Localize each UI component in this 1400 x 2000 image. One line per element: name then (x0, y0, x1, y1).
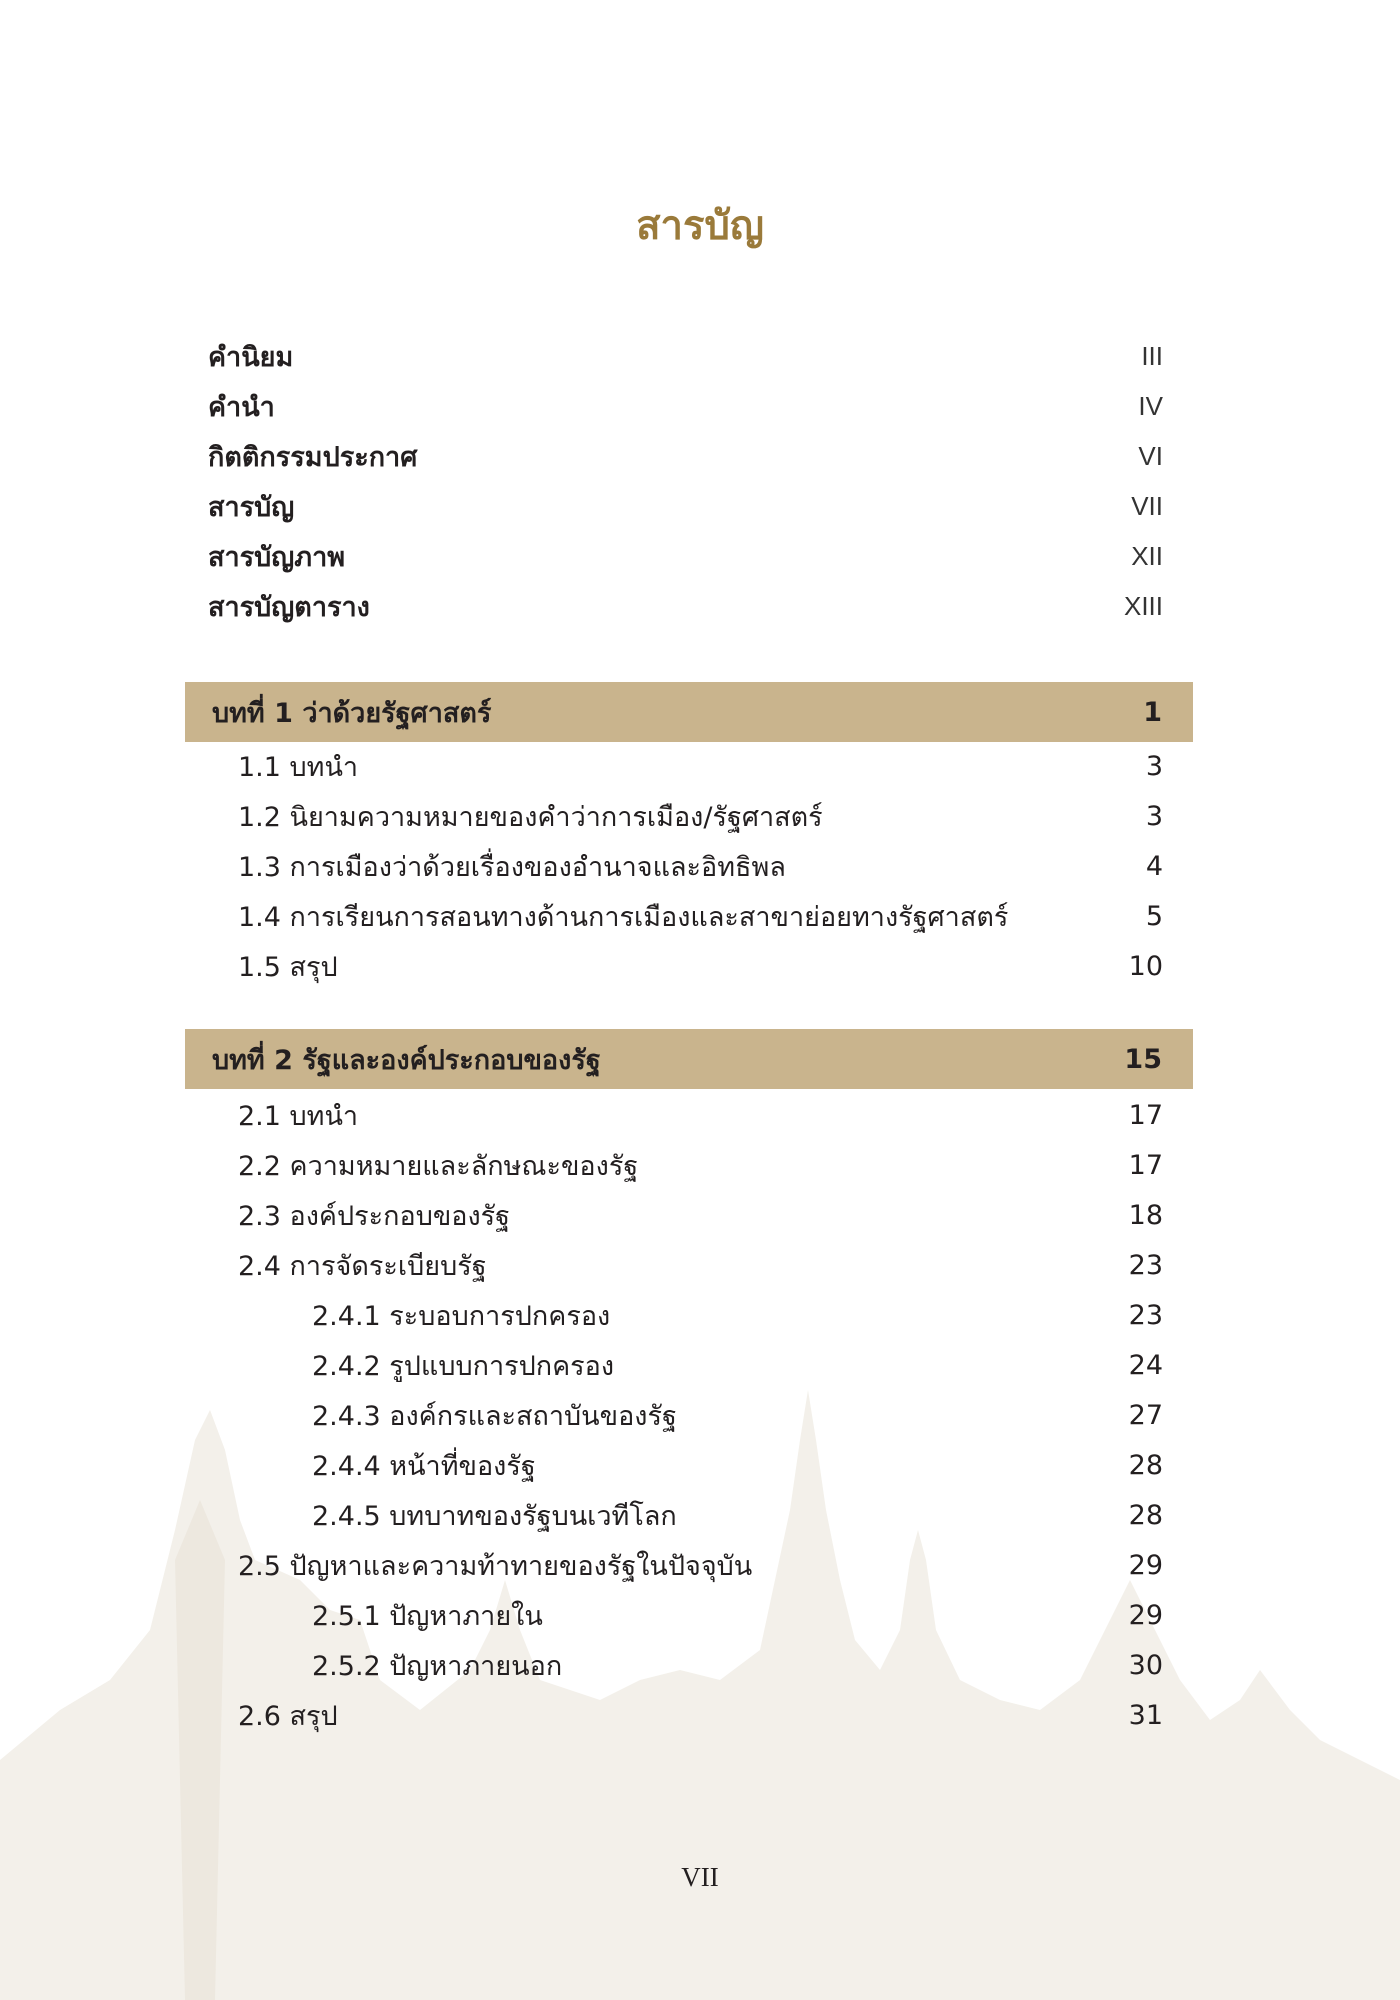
toc-entry[interactable] (312, 1440, 1163, 1490)
page-number: VII (681, 1862, 719, 1892)
toc-entry-preface[interactable] (208, 381, 1163, 431)
chapter-heading-page: 15 (1124, 1043, 1162, 1075)
toc-entry-label: 1.1 บทนำ (238, 751, 359, 783)
toc-entry[interactable] (238, 791, 1163, 841)
toc-entry[interactable] (312, 1490, 1163, 1540)
toc-entry-page: 17 (1128, 1099, 1163, 1131)
toc-entry-label: สารบัญภาพ (208, 541, 346, 573)
toc-entry-page: VI (1138, 440, 1163, 471)
toc-entry-label: 2.5.1 ปัญหาภายใน (312, 1600, 543, 1632)
toc-entry-label: สารบัญตาราง (208, 591, 370, 623)
toc-entry-acknowledgements[interactable] (208, 431, 1163, 481)
toc-entry[interactable] (312, 1290, 1163, 1340)
toc-entry[interactable] (238, 1190, 1163, 1240)
toc-entry[interactable] (238, 1240, 1163, 1290)
toc-entry[interactable] (238, 1690, 1163, 1740)
toc-entry-page: 17 (1128, 1149, 1163, 1181)
toc-entry-page: XIII (1123, 590, 1163, 621)
page-title: สารบัญ (636, 203, 764, 249)
toc-entry[interactable] (238, 1140, 1163, 1190)
toc-entry-page: 23 (1128, 1299, 1163, 1331)
toc-entry-page: 3 (1145, 750, 1163, 782)
toc-entry[interactable] (312, 1640, 1163, 1690)
toc-entry-page: 31 (1128, 1699, 1163, 1731)
toc-entry-page: 3 (1145, 800, 1163, 832)
toc-entry-page: 4 (1145, 850, 1163, 882)
toc-entry-page: 28 (1128, 1449, 1163, 1481)
toc-entry-label: 1.5 สรุป (238, 951, 338, 983)
chapter-1-heading[interactable] (185, 682, 1193, 742)
toc-entry-page: III (1141, 340, 1163, 371)
toc-entry-page: 27 (1128, 1399, 1163, 1431)
toc-entry-page: IV (1138, 390, 1163, 421)
toc-entry-label: 2.4 การจัดระเบียบรัฐ (238, 1250, 487, 1282)
toc-entry-label: 2.4.4 หน้าที่ของรัฐ (312, 1450, 536, 1482)
toc-entry[interactable] (238, 1090, 1163, 1140)
toc-entry-page: XII (1131, 540, 1163, 571)
toc-entry[interactable] (238, 941, 1163, 991)
chapter-heading-label: บทที่ 2 รัฐและองค์ประกอบของรัฐ (212, 1044, 601, 1076)
toc-entry[interactable] (238, 1540, 1163, 1590)
toc-entry[interactable] (238, 891, 1163, 941)
toc-entry-label: คำนำ (208, 391, 275, 423)
toc-entry-list-of-figures[interactable] (208, 531, 1163, 581)
toc-entry-label: กิตติกรรมประกาศ (208, 441, 418, 473)
chapter-heading-label: บทที่ 1 ว่าด้วยรัฐศาสตร์ (212, 697, 492, 729)
chapter-2-heading[interactable] (185, 1029, 1193, 1089)
toc-entry-page: 10 (1128, 950, 1163, 982)
toc-entry-label: สารบัญ (208, 491, 295, 523)
toc-entry[interactable] (312, 1590, 1163, 1640)
toc-entry-label: 2.4.5 บทบาทของรัฐบนเวทีโลก (312, 1500, 677, 1532)
toc-entry-page: 29 (1128, 1549, 1163, 1581)
toc-entry-page: 29 (1128, 1599, 1163, 1631)
toc-entry-label: 2.3 องค์ประกอบของรัฐ (238, 1200, 511, 1232)
toc-entry-contents[interactable] (208, 481, 1163, 531)
toc-entry[interactable] (238, 841, 1163, 891)
toc-entry[interactable] (312, 1390, 1163, 1440)
toc-entry-label: 2.5 ปัญหาและความท้าทายของรัฐในปัจจุบัน (238, 1550, 753, 1582)
toc-entry-label: 2.4.2 รูปแบบการปกครอง (312, 1350, 615, 1382)
toc-entry-list-of-tables[interactable] (208, 581, 1163, 631)
toc-entry-label: 2.5.2 ปัญหาภายนอก (312, 1650, 563, 1682)
toc-entry-label: คำนิยม (208, 341, 294, 373)
toc-entry-page: 30 (1128, 1649, 1163, 1681)
toc-entry-label: 1.2 นิยามความหมายของคำว่าการเมือง/รัฐศาสตร์ (238, 801, 823, 833)
toc-entry-foreword[interactable] (208, 331, 1163, 381)
toc-entry-page: 5 (1145, 900, 1163, 932)
toc-entry-page: VII (1131, 490, 1163, 521)
toc-entry-label: 2.2 ความหมายและลักษณะของรัฐ (238, 1150, 639, 1182)
toc-entry-page: 23 (1128, 1249, 1163, 1281)
toc-entry-label: 2.6 สรุป (238, 1700, 338, 1732)
toc-entry[interactable] (238, 741, 1163, 791)
toc-entry-label: 2.4.1 ระบอบการปกครอง (312, 1300, 611, 1332)
toc-entry-label: 1.4 การเรียนการสอนทางด้านการเมืองและสาขาย่อยทางรัฐศาสตร์ (238, 901, 1009, 933)
toc-entry-label: 2.1 บทนำ (238, 1100, 359, 1132)
toc-entry-page: 24 (1128, 1349, 1163, 1381)
toc-entry-page: 28 (1128, 1499, 1163, 1531)
toc-entry-page: 18 (1128, 1199, 1163, 1231)
toc-entry-label: 1.3 การเมืองว่าด้วยเรื่องของอำนาจและอิทธิพล (238, 851, 786, 883)
toc-entry[interactable] (312, 1340, 1163, 1390)
toc-entry-label: 2.4.3 องค์กรและสถาบันของรัฐ (312, 1400, 677, 1432)
chapter-heading-page: 1 (1143, 696, 1162, 728)
